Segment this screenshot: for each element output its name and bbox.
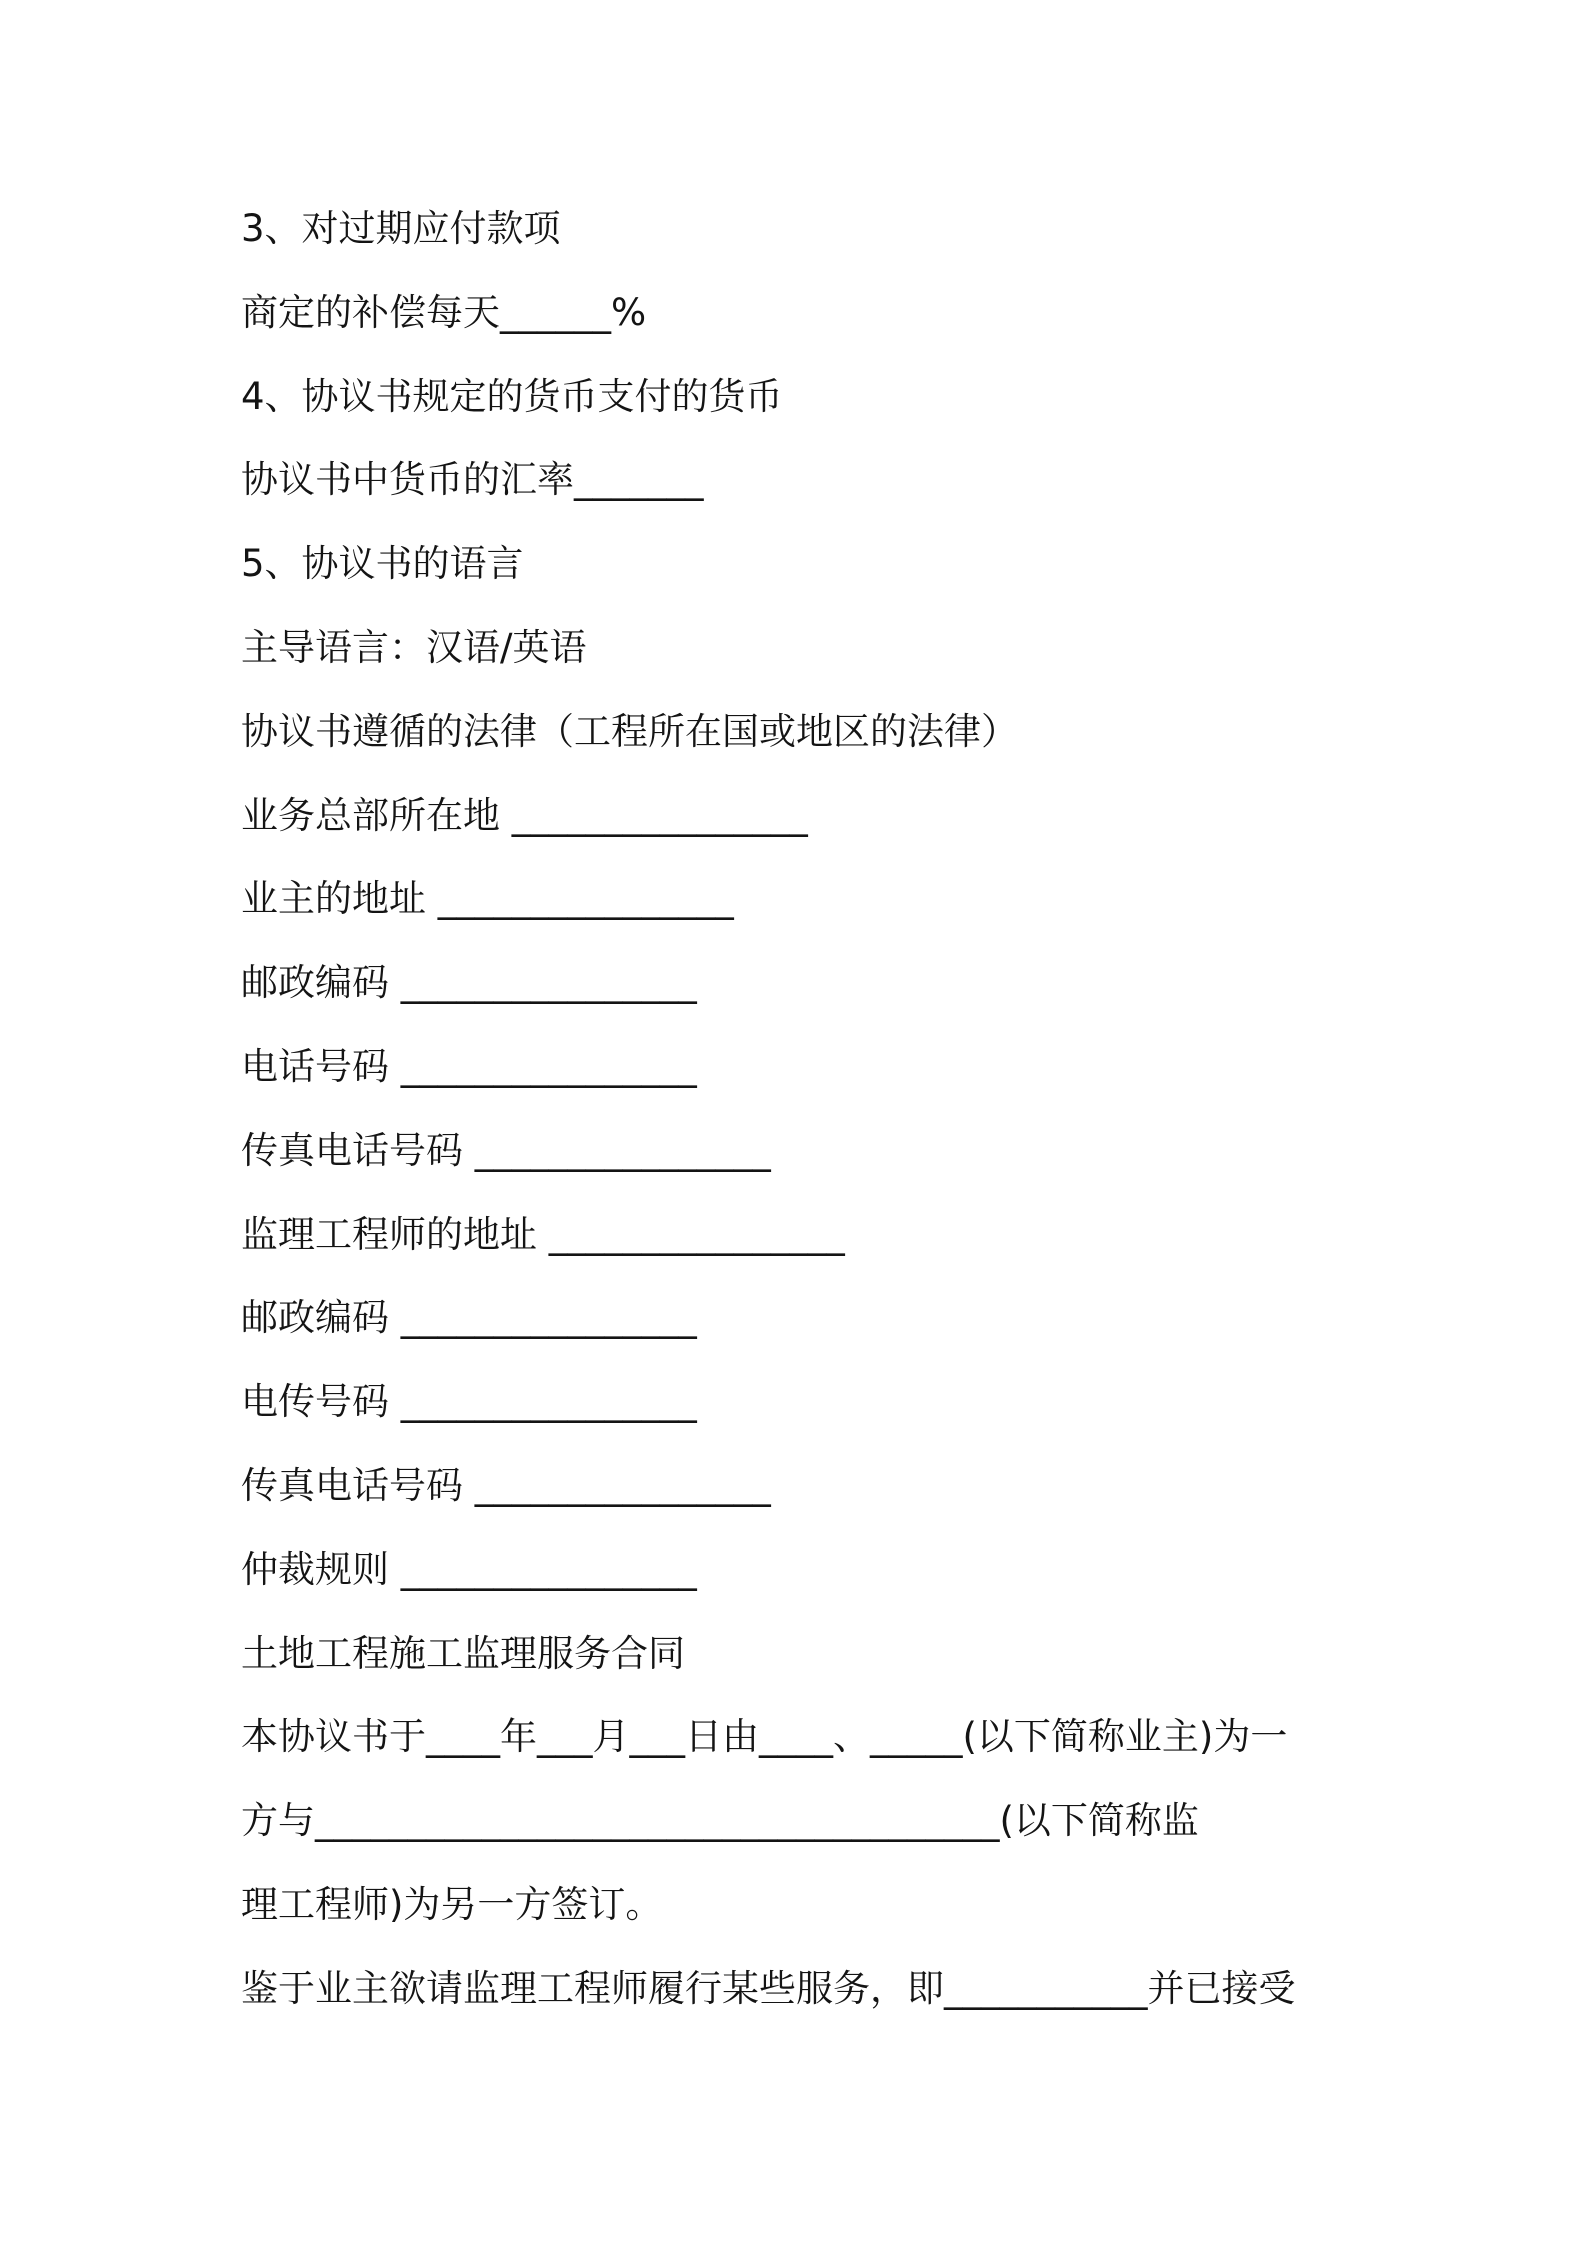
whereas-line: 鉴于业主欲请监理工程师履行某些服务，即___________并已接受 xyxy=(241,1967,1296,2010)
exchange-rate-line: 协议书中货币的汇率_______ xyxy=(241,458,704,501)
owner-fax-line: 传真电话号码 ________________ xyxy=(241,1129,771,1172)
clause-5-heading: 5、协议书的语言 xyxy=(241,542,524,585)
engineer-postal-code-line: 邮政编码 ________________ xyxy=(241,1296,697,1339)
signing-line: 理工程师)为另一方签订。 xyxy=(241,1883,663,1926)
clause-3-heading: 3、对过期应付款项 xyxy=(241,207,561,250)
clause-4-heading: 4、协议书规定的货币支付的货币 xyxy=(241,375,783,418)
owner-postal-code-line: 邮政编码 ________________ xyxy=(241,961,697,1004)
language-line: 主导语言：汉语/英语 xyxy=(241,626,587,669)
engineer-fax-line: 传真电话号码 ________________ xyxy=(241,1464,771,1507)
engineer-address-line: 监理工程师的地址 ________________ xyxy=(241,1213,845,1256)
daily-compensation-line: 商定的补偿每天______% xyxy=(241,291,647,334)
other-party-line: 方与_____________________________________(以下简称监 xyxy=(241,1799,1199,1842)
owner-address-line: 业主的地址 ________________ xyxy=(241,877,734,920)
agreement-date-line: 本协议书于____年___月___日由____、_____(以下简称业主)为一 xyxy=(241,1715,1288,1758)
owner-phone-line: 电话号码 ________________ xyxy=(241,1045,697,1088)
arbitration-rules-line: 仲裁规则 ________________ xyxy=(241,1548,697,1591)
governing-law-line: 协议书遵循的法律（工程所在国或地区的法律） xyxy=(241,710,1018,753)
contract-title: 土地工程施工监理服务合同 xyxy=(241,1632,685,1675)
headquarters-location-line: 业务总部所在地 ________________ xyxy=(241,794,808,837)
engineer-telex-line: 电传号码 ________________ xyxy=(241,1380,697,1423)
